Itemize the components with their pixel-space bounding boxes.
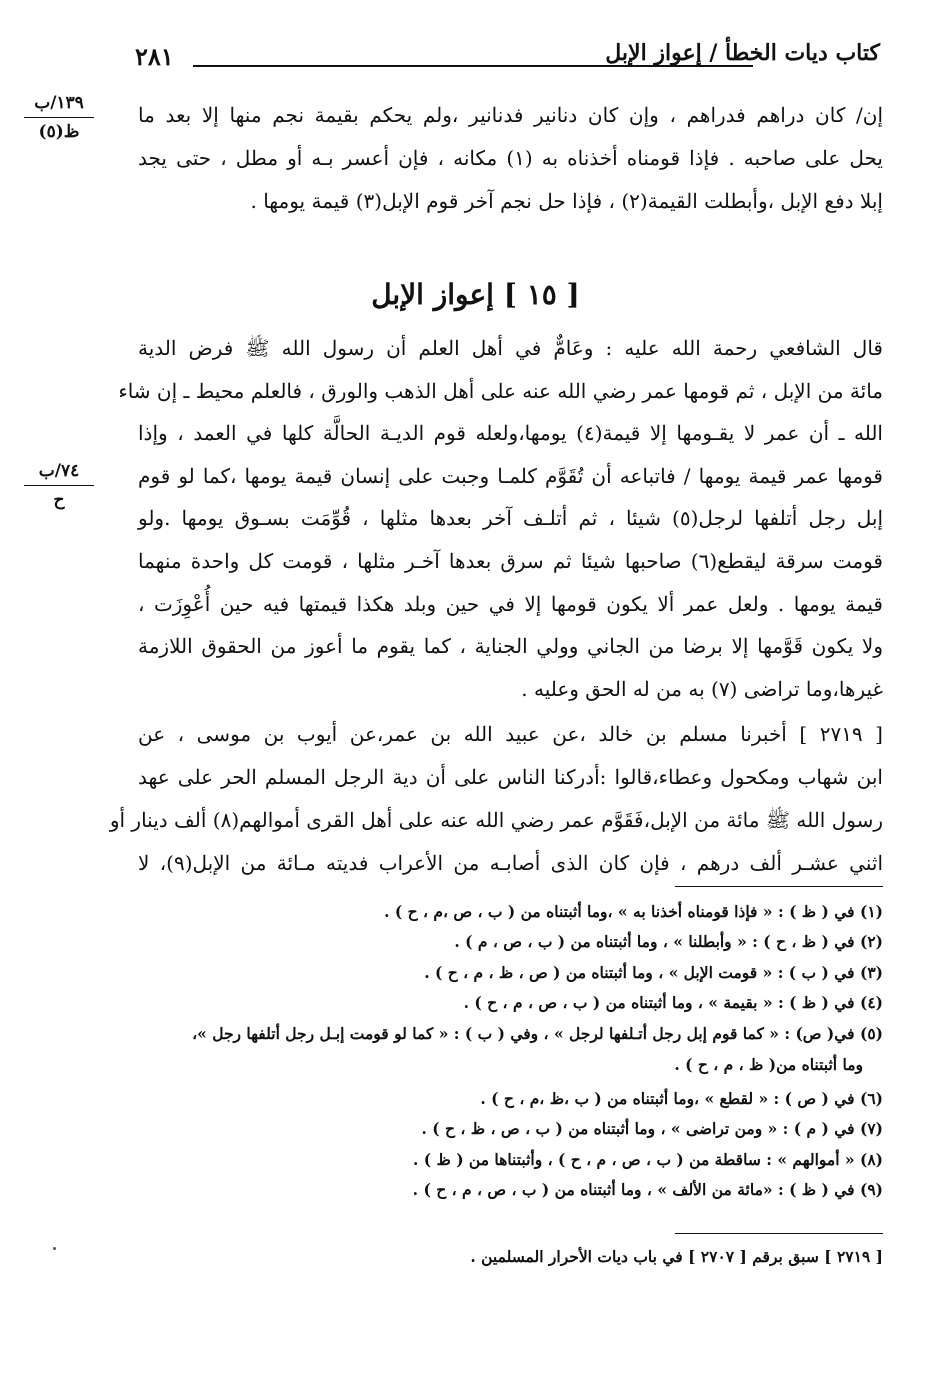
reference-note: [ ٢٧١٩ ] سبق برقم [ ٢٧٠٧ ] في باب ديات الأحرار المسلمين . — [470, 1247, 883, 1266]
margin-note-top: ١٣٩/ب — [34, 93, 84, 113]
hadith-line: اثني عشـر ألف درهم ، فإن كان الذى أصابـه من الأعراب فديته مـائة من الإبل(٩)، لا — [138, 851, 884, 875]
text-line: ولا يكون قَوَّمها إلا برضا من الجاني وولي الجناية ، كما يقوم ما أعوز من الحقوق اللازمة — [138, 634, 883, 658]
page-number: ٢٨١ — [135, 42, 174, 71]
page-header — [135, 40, 880, 86]
scan-speck — [53, 1247, 56, 1250]
margin-note-manuscript-ref — [18, 460, 100, 511]
text-line: قال الشافعي رحمة الله عليه : وعَامٌّ في أهل العلم أن رسول الله ﷺ فرض الدية — [138, 336, 883, 360]
footnotes-separator — [675, 886, 883, 887]
margin-note-bottom: ظ(٥) — [38, 122, 80, 142]
text-line: إبلا دفع الإبل ،وأبطلت القيمة(٢) ، فإذا حل نجم آخر قوم الإبل(٣) قيمة يومها . — [250, 189, 883, 213]
footnote: (٥) في( ص) : « كما قوم إبل رجل أتـلفها لرجل » ، وفي ( ب ) : « كما لو قومت إبـل رجل أتلفها رجل »، — [192, 1024, 883, 1043]
hadith-line: [ ٢٧١٩ ] أخبرنا مسلم بن خالد ،عن عبيد الله بن عمر،عن أيوب بن موسى ، عن — [138, 722, 883, 746]
text-line: غيرها،وما تراضى (٧) به من له الحق وعليه . — [521, 677, 883, 701]
text-line: قيمة يومها . ولعل عمر ألا يكون قومها إلا في حين وبلد هكذا قيمتها فيه حين أُعْوِزَت ، — [138, 592, 883, 616]
running-title: كتاب ديات الخطأ / إعواز الإبل — [605, 40, 880, 66]
footnote: (٧) في ( م ) : « ومن تراضى » ، وما أثبتناه من ( ب ، ص ، ظ ، ح ) . — [421, 1119, 883, 1138]
margin-note-manuscript-ref — [18, 92, 100, 143]
margin-note-rule — [24, 485, 94, 486]
footnote-continuation: وما أثبتناه من( ظ ، م ، ح ) . — [674, 1055, 863, 1074]
text-line: يحل على صاحبه . فإذا قومناه أخذناه به (١) مكانه ، فإن أعسر بـه أو مطل ، حتى يجد — [138, 146, 883, 170]
text-line: مائة من الإبل ، ثم قومها عمر رضي الله عنه على أهل الذهب والورق ، فالعلم محيط ـ إن شاء — [118, 379, 883, 403]
text-line: إبل رجل أتلفها لرجل(٥) شيئا ، ثم أتلـف آخر بعدها مثلها ، قُوِّمَت بسـوق يومها .ولو — [138, 506, 884, 530]
footnote: (٦) في ( ص ) : « لقطع » ،وما أثبتناه من ( ب ،ظ ،م ، ح ) . — [480, 1089, 883, 1108]
footnote: (١) في ( ظ ) : « فإذا قومناه أخذنا به » ،وما أثبتناه من ( ب ، ص ،م ، ح ) . — [384, 902, 883, 921]
hadith-line: ابن شهاب ومكحول وعطاء،قالوا :أدركنا الناس على أن دية الرجل المسلم الحر على عهد — [138, 765, 883, 789]
footnote: (٢) في ( ظ ، ح ) : « وأبطلنا » ، وما أثبتناه من ( ب ، ص ، م ) . — [454, 932, 883, 951]
margin-note-rule — [24, 117, 94, 118]
text-line: إن/ كان دراهم فدراهم ، وإن كان دنانير فدنانير ،ولم يحكم بقيمة نجم منها إلا بعد ما — [138, 103, 883, 127]
hadith-line: رسول الله ﷺ مائة من الإبل،فَقَوَّم عمر رضي الله عنه على أهل القرى أموالهم(٨) ألف دينار أو — [109, 808, 883, 832]
margin-note-top: ٧٤/ب — [38, 461, 80, 481]
footnote: (٨) « أموالهم » : ساقطة من ( ب ، ص ، م ، ح ) ، وأثبتناها من ( ظ ) . — [412, 1150, 883, 1169]
section-title: [ ١٥ ] إعواز الإبل — [371, 278, 580, 311]
text-line: قومت سرقة ليقطع(٦) صاحبها شيئا ثم سرق بعدها آخـر مثلها ، قومت كل واحدة منهما — [138, 549, 883, 573]
text-line: الله ـ أن عمر لا يقـومها إلا قيمة(٤) يومها،ولعله قوم الديـة الحالَّة كلها في العمد ، وإذا — [138, 421, 883, 445]
footnote: (٣) في ( ب ) : « قومت الإبل » ، وما أثبتناه من ( ص ، ظ ، م ، ح ) . — [424, 963, 883, 982]
footnote: (٤) في ( ظ ) : « بقيمة » ، وما أثبتناه من ( ب ، ص ، م ، ح ) . — [463, 993, 883, 1012]
text-line: قومها عمر قيمة يومها / فاتباعه أن تُقَوَّم كلمـا وجبت على إنسان قيمة يومها ،كما لو قوم — [138, 464, 883, 488]
reference-separator — [675, 1233, 883, 1234]
footnote: (٩) في ( ظ ) : «مائة من الألف » ، وما أثبتناه من ( ب ، ص ، م ، ح ) . — [412, 1180, 883, 1199]
margin-note-bottom: ح — [53, 490, 65, 510]
